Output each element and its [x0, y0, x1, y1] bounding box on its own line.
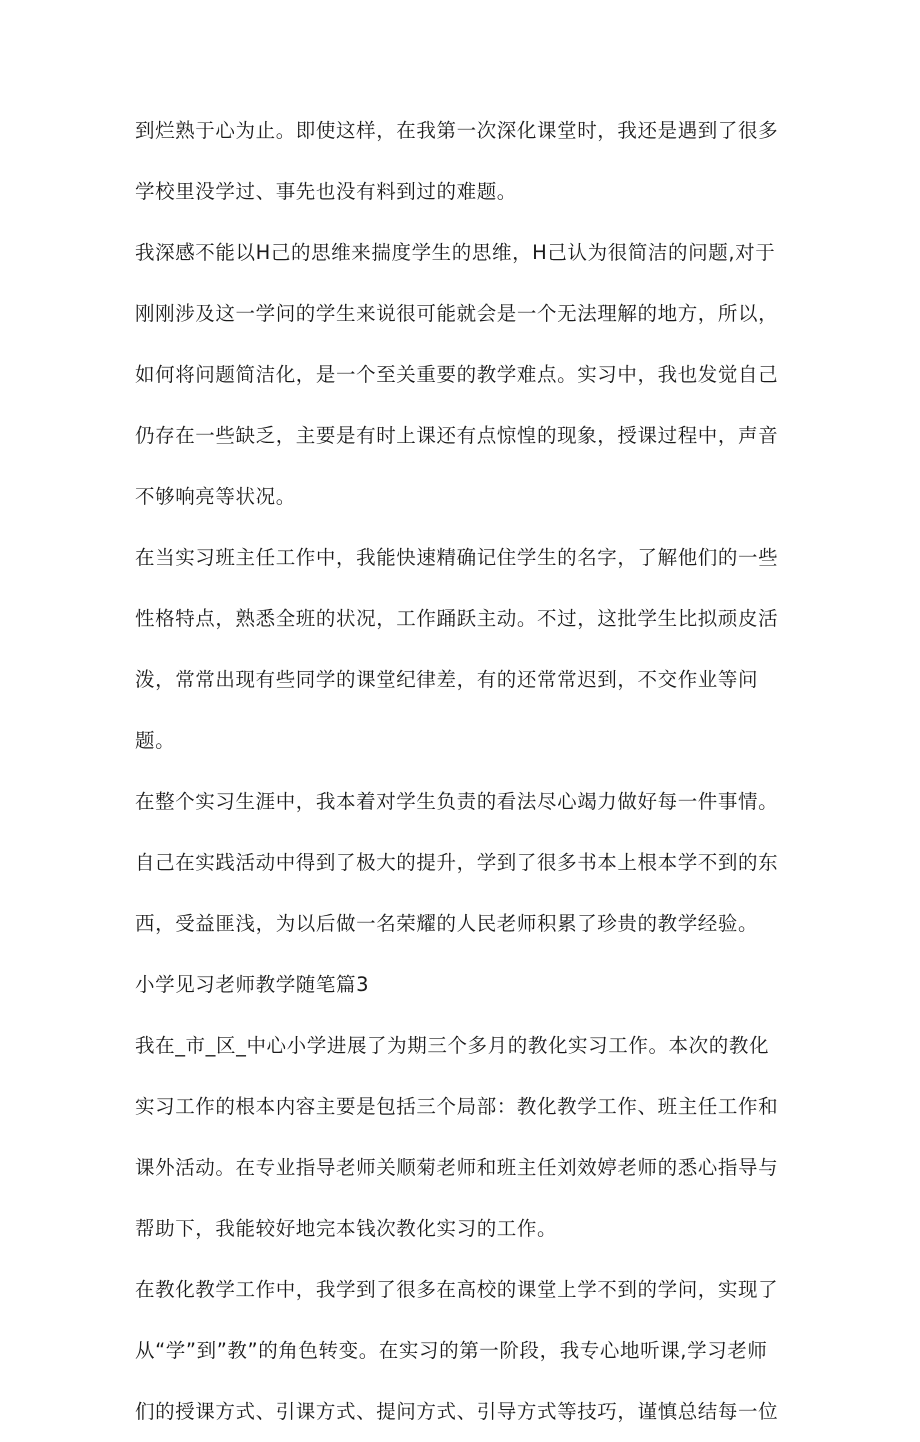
section-heading: 小学见习老师教学随笔篇3	[135, 973, 370, 996]
text-line: 泼，常常出现有些同学的课堂纪律差，有的还常常迟到，不交作业等问	[135, 668, 759, 691]
text-line: 我在_市_区_中心小学进展了为期三个多月的教化实习工作。本次的教化	[135, 1034, 770, 1057]
text-line: 从“学”到”教”的角色转变。在实习的第一阶段，我专心地听课,学习老师	[135, 1339, 768, 1362]
text-line: 性格特点，熟悉全班的状况，工作踊跃主动。不过，这批学生比拟顽皮活	[135, 607, 779, 630]
text-line: 在教化教学工作中，我学到了很多在高校的课堂上学不到的学问，实现了	[135, 1278, 779, 1301]
text-line: 实习工作的根本内容主要是包括三个局部：教化教学工作、班主任工作和	[135, 1095, 779, 1118]
text-line: 到烂熟于心为止。即使这样，在我第一次深化课堂时，我还是遇到了很多	[135, 119, 779, 142]
text-line: 在当实习班主任工作中，我能快速精确记住学生的名字，了解他们的一些	[135, 546, 779, 569]
text-line: 在整个实习生涯中，我本着对学生负责的看法尽心竭力做好每一件事情。	[135, 790, 779, 813]
document-body	[135, 100, 785, 1442]
text-line: 题。	[135, 729, 176, 752]
text-line: 学校里没学过、事先也没有料到过的难题。	[135, 180, 517, 203]
text-line: 仍存在一些缺乏，主要是有时上课还有点惊惶的现象，授课过程中，声音	[135, 424, 779, 447]
text-line: 西，受益匪浅，为以后做一名荣耀的人民老师积累了珍贵的教学经验。	[135, 912, 759, 935]
text-line: 自己在实践活动中得到了极大的提升，学到了很多书本上根本学不到的东	[135, 851, 779, 874]
text-line: 不够响亮等状况。	[135, 485, 296, 508]
text-line: 课外活动。在专业指导老师关顺菊老师和班主任刘效婷老师的悉心指导与	[135, 1156, 779, 1179]
text-line: 如何将问题简洁化，是一个至关重要的教学难点。实习中，我也发觉自己	[135, 363, 779, 386]
text-line: 们的授课方式、引课方式、提问方式、引导方式等技巧，谨慎总结每一位	[135, 1400, 779, 1423]
text-line: 刚刚涉及这一学问的学生来说很可能就会是一个无法理解的地方，所以，	[135, 302, 779, 325]
text-line: 帮助下，我能较好地完本钱次教化实习的工作。	[135, 1217, 558, 1240]
text-line: 我深感不能以H己的思维来揣度学生的思维，H己认为很简洁的问题,对于	[135, 241, 776, 264]
